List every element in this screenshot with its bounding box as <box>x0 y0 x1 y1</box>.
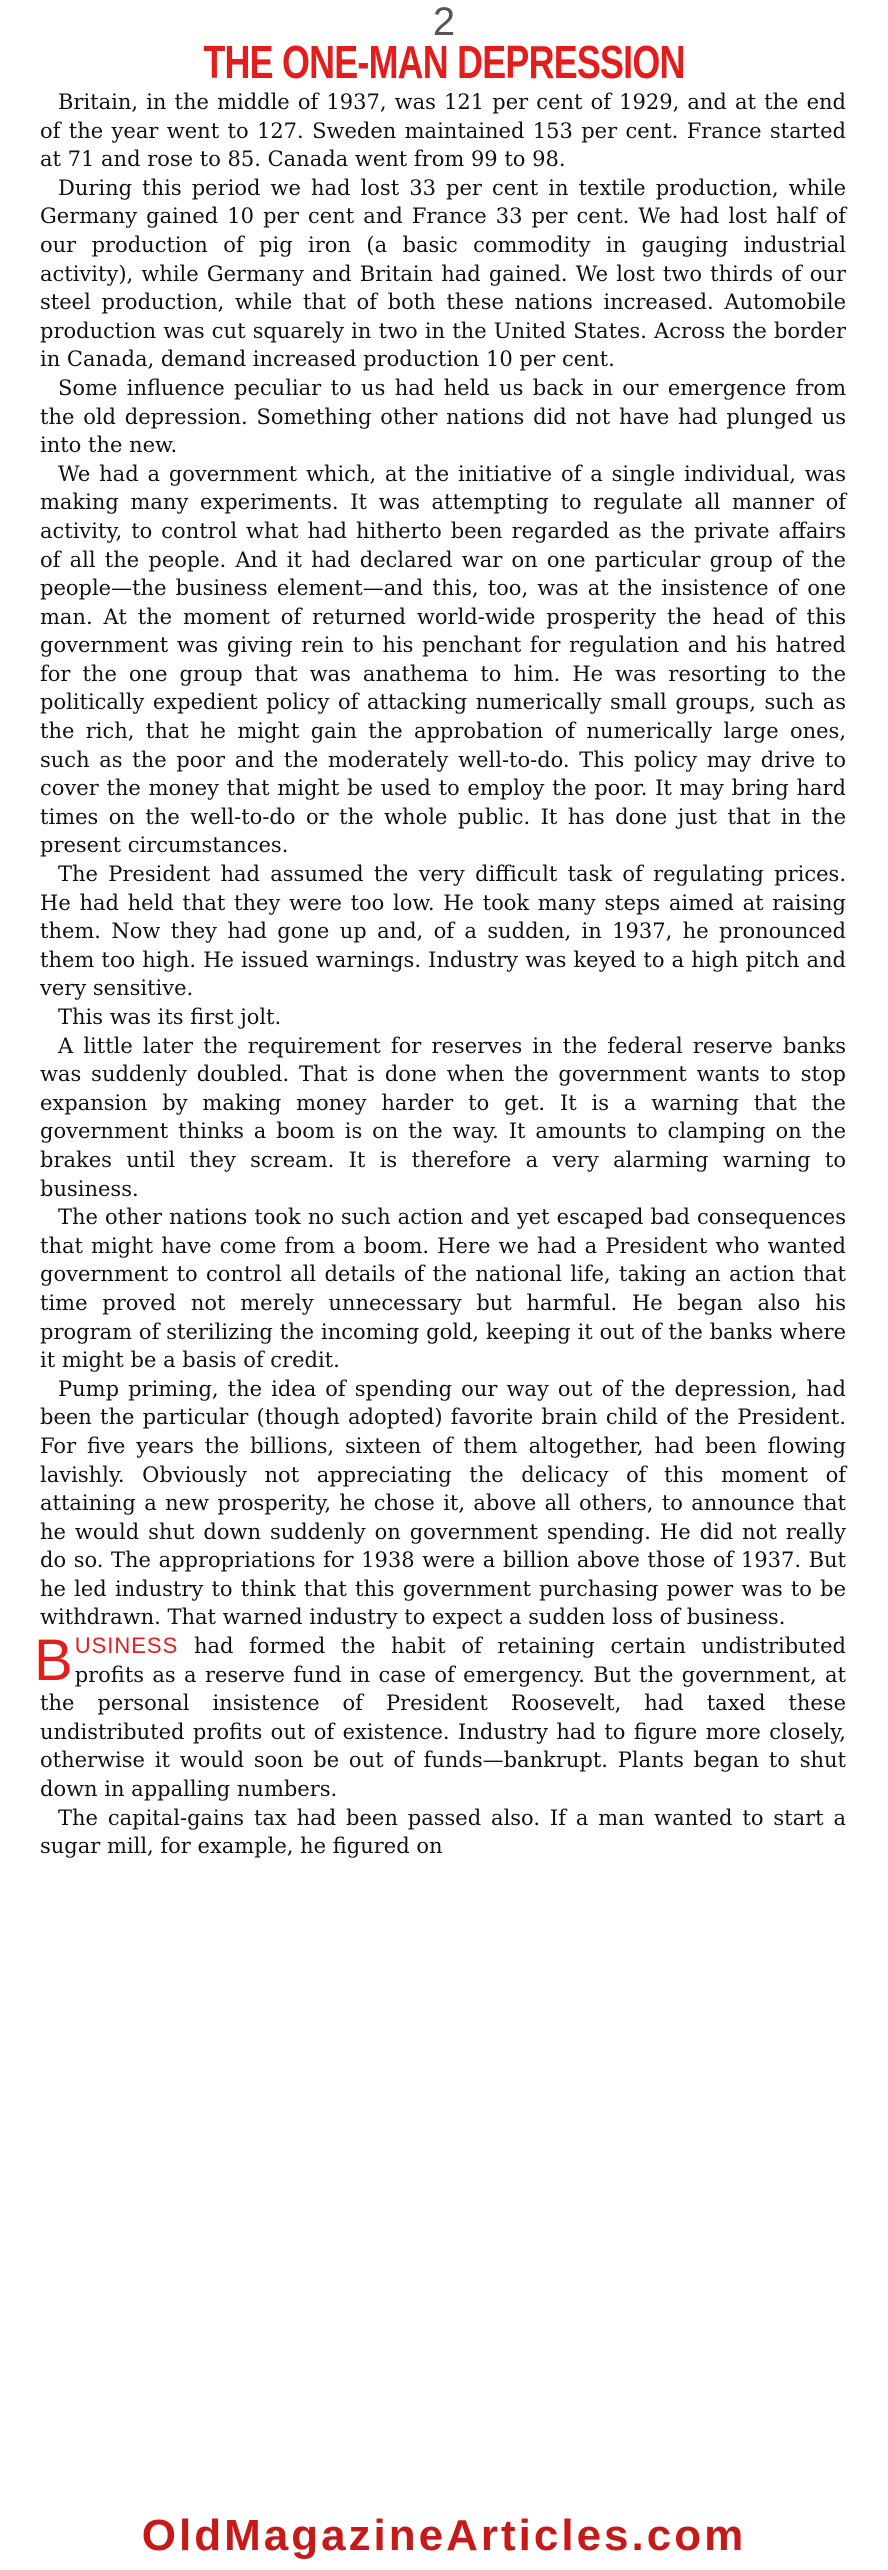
paragraph: Britain, in the middle of 1937, was 121 per cent of 1929, and at the end of the year went to 127. Sweden maintained 153 per cent. France started at 71 and rose to 85. Canada went from 99 to 98. <box>40 90 846 172</box>
paragraph: The other nations took no such action and yet escaped bad consequences that might have come from a boom. Here we had a President who wanted government to control all details of the national life, taking an action that time proved not merely unnecessary but harmful. He began also his program of sterilizing the incoming gold, keeping it out of the banks where it might be a basis of credit. <box>40 1205 846 1373</box>
dropcap-paragraph-text: had formed the habit of retaining certain undistributed profits as a reserve fund in case of emergency. But the government, at the personal insistence of President Roosevelt, had taxed these undistributed profits out of existence. Industry had to figure more closely, otherwise it would soon be out of funds—bankrupt. Plants began to shut down in appalling numbers. <box>40 1634 846 1802</box>
paragraph: The capital-gains tax had been passed also. If a man wanted to start a sugar mill, for example, he figured on <box>40 1805 846 1859</box>
paragraph: Some influence peculiar to us had held us back in our emergence from the old depression. Something other nations did not have had plunged us into the new. <box>40 375 846 458</box>
dropcap-paragraph <box>34 1628 846 1804</box>
paragraph: A little later the requirement for reserves in the federal reserve banks was suddenly doubled. That is done when the government wants to stop expansion by making money harder to get. It is a warning that the government thinks a boom is on the way. It amounts to clamping on the brakes until they scream. It is therefore a very alarming warning to business. <box>40 1033 846 1201</box>
paragraph: This was its first jolt. <box>58 1005 282 1029</box>
article-body <box>34 88 846 1861</box>
article-title: THE ONE-MAN DEPRESSION <box>203 36 685 88</box>
paragraph: Pump priming, the idea of spending our way out of the depression, had been the particular (though adopted) favorite brain child of the President. For five years the billions, sixteen of them altogether, had been flowing lavishly. Obviously not appreciating the delicacy of this moment of attaining a new prosperity, he chose it, above all others, to announce that he would shut down suddenly on government spending. He did not really do so. The appropriations for 1938 were a billion above those of 1937. But he led industry to think that this government purchasing power was to be withdrawn. That warned industry to expect a sudden loss of business. <box>40 1376 846 1630</box>
paragraph: We had a government which, at the initiative of a single individual, was making many experiments. It was attempting to regulate all manner of activity, to control what had hitherto been regarded as the private affairs of all the people. And it had declared war on one particular group of the people—the business element—and this, too, was at the insistence of one man. At the moment of returned world-wide prosperity the head of this government was giving rein to his penchant for regulation and his hatred for the one group that was anathema to him. He was resorting to the politically expedient policy of attacking numerically small groups, such as the rich, that he might gain the approbation of numerically large ones, such as the poor and the moderately well-to-do. This policy may drive to cover the money that might be used to employ the poor. It may bring hard times on the well-to-do or the whole public. It has done just that in the present circumstances. <box>40 461 846 858</box>
lead-word: USINESS <box>74 1633 179 1659</box>
paragraph: During this period we had lost 33 per cent in textile production, while Germany gained 10 per cent and France 33 per cent. We had lost half of our production of pig iron (a basic commodity in gauging industrial activity), while Germany and Britain had gained. We lost two thirds of our steel production, while that of both these nations increased. Automobile production was cut squarely in two in the United States. Across the border in Canada, demand increased production 10 per cent. <box>40 175 846 372</box>
page-number: 2 <box>432 0 456 44</box>
paragraph: The President had assumed the very difficult task of regulating prices. He had held that they were too low. He took many steps aimed at raising them. Now they had gone up and, of a sudden, in 1937, he pronounced them too high. He issued warnings. Industry was keyed to a high pitch and very sensitive. <box>40 862 846 1001</box>
drop-cap: B <box>34 1628 73 1694</box>
site-watermark: OldMagazineArticles.com <box>141 2511 747 2560</box>
